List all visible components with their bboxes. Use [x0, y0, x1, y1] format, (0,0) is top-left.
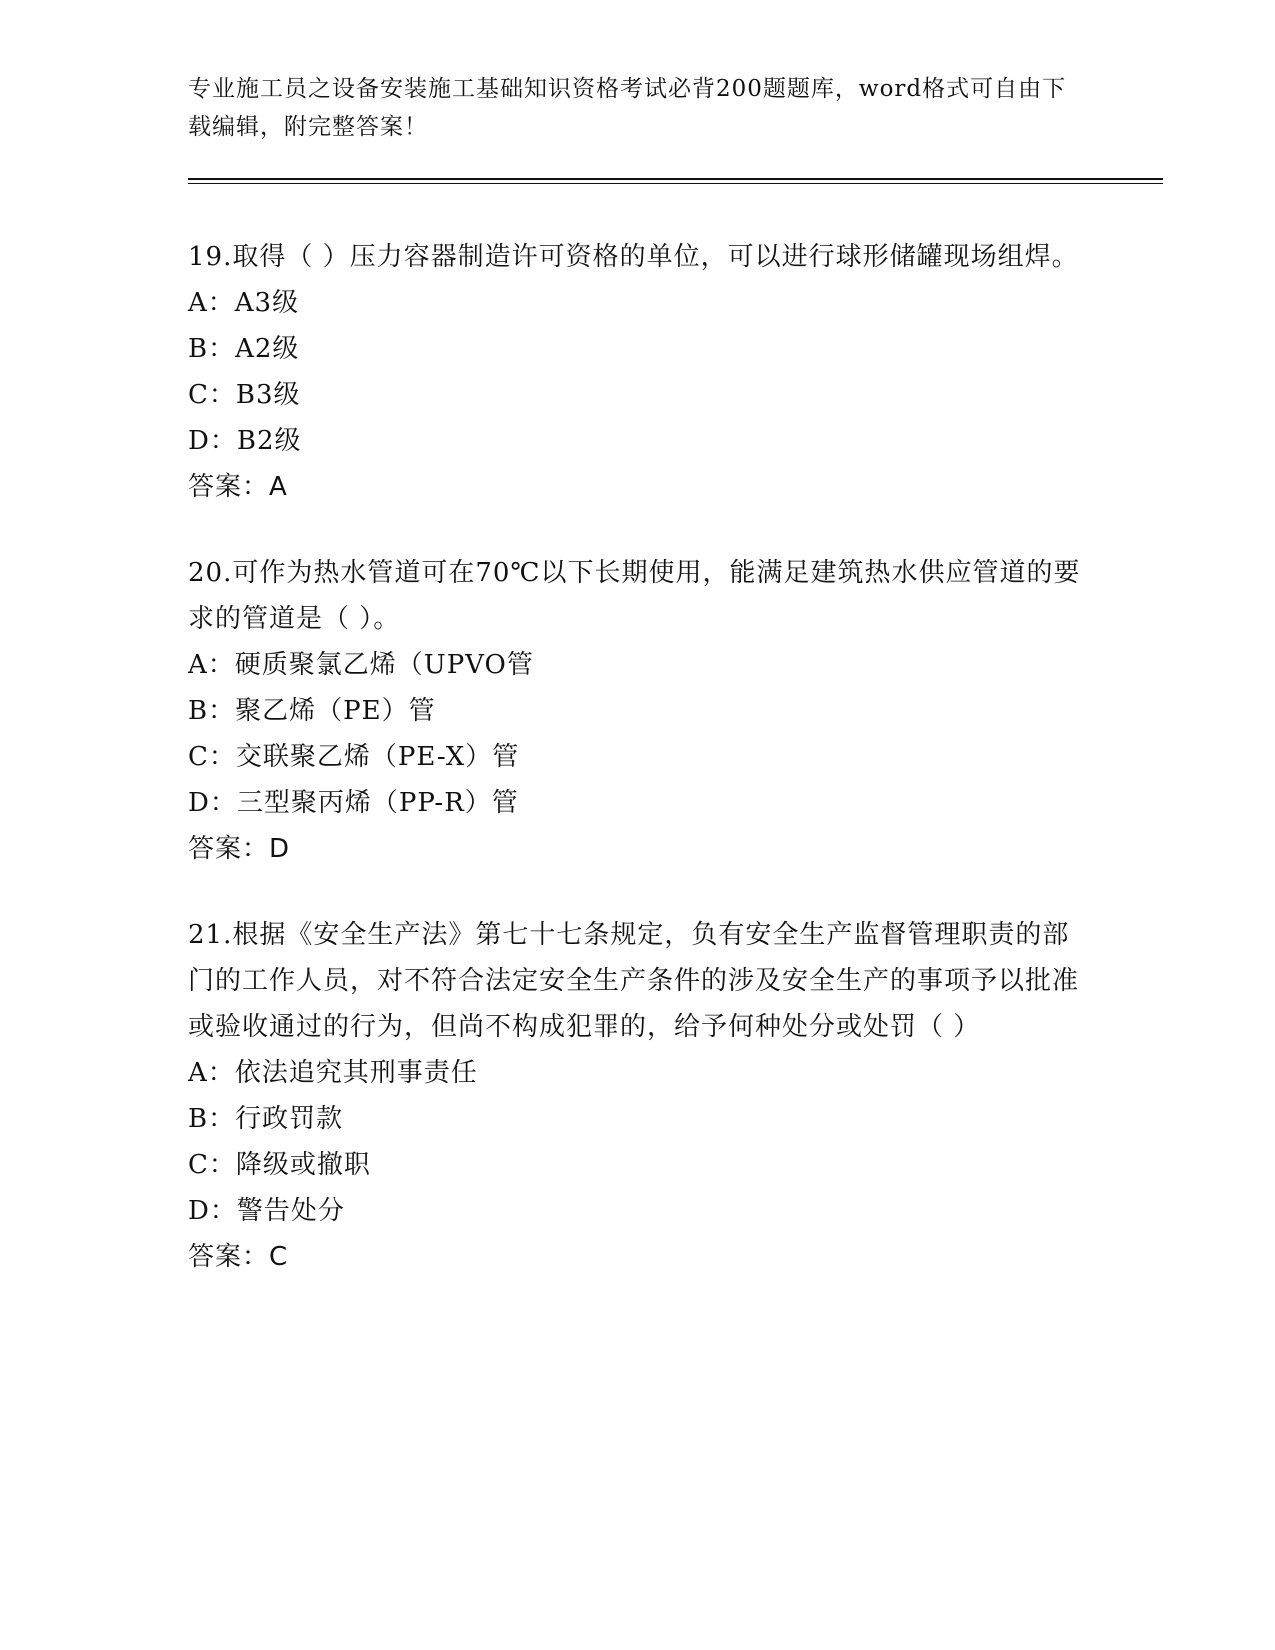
option-c: C：降级或撤职 — [188, 1150, 371, 1180]
question-21 — [188, 912, 1088, 1280]
option-b: B：行政罚款 — [188, 1104, 344, 1134]
header-rule-thick — [188, 178, 1163, 180]
option-a: A：依法追究其刑事责任 — [188, 1058, 478, 1088]
option-d: D：B2级 — [188, 426, 302, 456]
question-text: 21.根据《安全生产法》第七十七条规定，负有安全生产监督管理职责的部门的工作人员，对不符合法定安全生产条件的涉及安全生产的事项予以批准或验收通过的行为，但尚不构成犯罪的，给予何种处分或处罚（ ） — [188, 920, 1080, 1042]
option-a: A：A3级 — [188, 288, 300, 318]
option-b: B：聚乙烯（PE）管 — [188, 696, 436, 726]
answer: 答案：D — [188, 834, 291, 864]
option-c: C：交联聚乙烯（PE-X）管 — [188, 742, 520, 772]
answer: 答案：C — [188, 1242, 289, 1272]
question-text: 20.可作为热水管道可在70℃以下长期使用，能满足建筑热水供应管道的要求的管道是（ ）。 — [188, 558, 1081, 634]
document-header: 专业施工员之设备安装施工基础知识资格考试必背200题题库，word格式可自由下载编辑，附完整答案！ — [188, 76, 1067, 140]
question-list — [188, 234, 1088, 1320]
header-rule-thin — [188, 183, 1163, 184]
option-d: D：警告处分 — [188, 1196, 345, 1226]
question-text: 19.取得（ ）压力容器制造许可资格的单位，可以进行球形储罐现场组焊。 — [188, 242, 1079, 272]
option-d: D：三型聚丙烯（PP-R）管 — [188, 788, 519, 818]
question-19 — [188, 234, 1088, 510]
option-a: A：硬质聚氯乙烯（UPVO管 — [188, 650, 534, 680]
answer: 答案：A — [188, 472, 288, 502]
question-20 — [188, 550, 1088, 872]
option-b: B：A2级 — [188, 334, 300, 364]
option-c: C：B3级 — [188, 380, 301, 410]
